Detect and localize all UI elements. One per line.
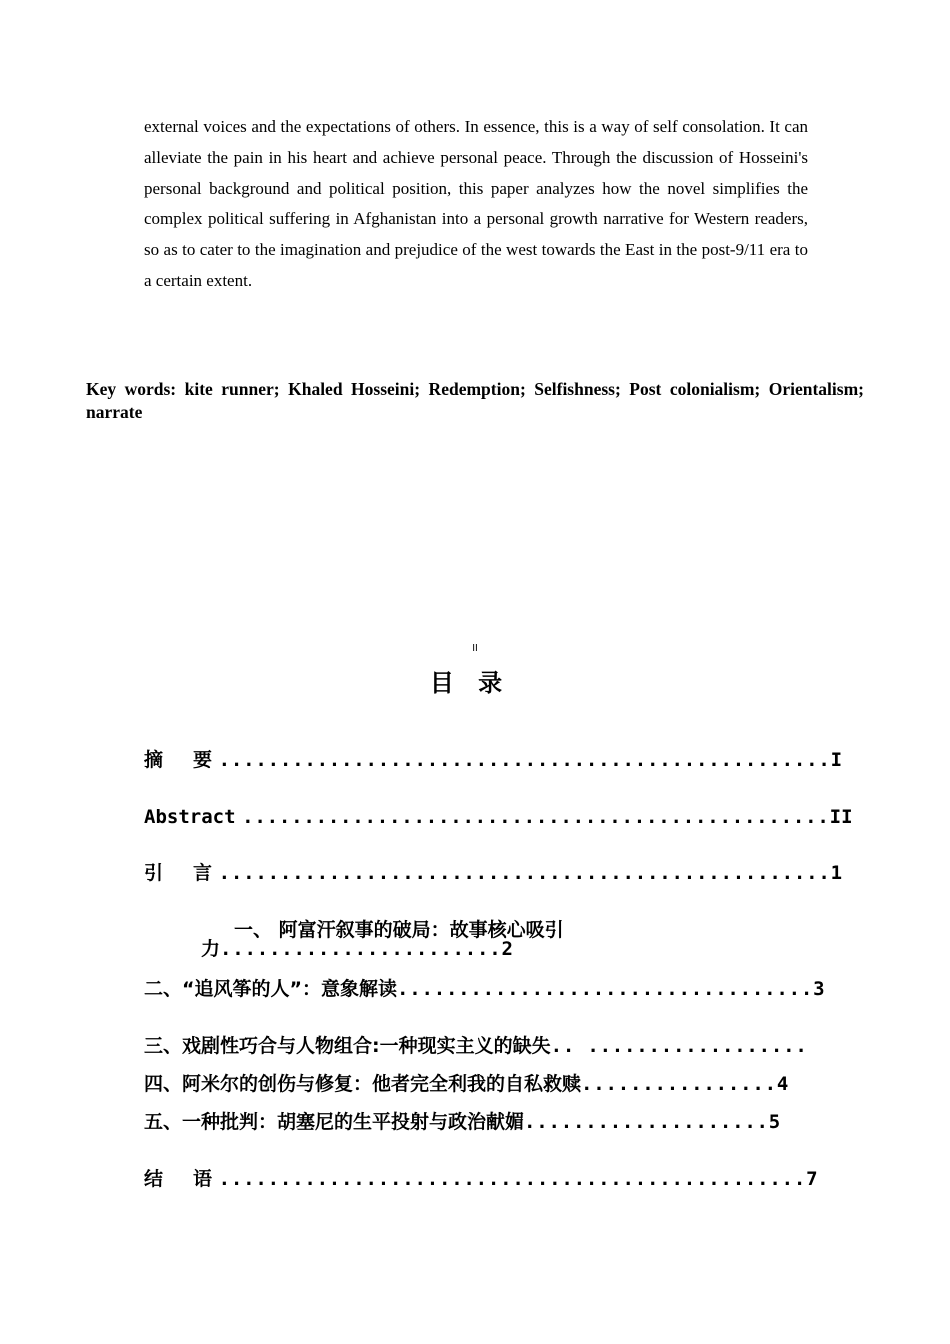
abstract-paragraph: external voices and the expectations of others. In essence, this is a way of self consolation. It can alleviate the pain in his heart and achieve personal peace. Through the discussion of Hosseini's personal background and political position, this paper analyzes how the novel simplifies the complex political suffering in Afghanistan into a personal growth narrative for Western readers, so as to cater to the imagination and prejudice of the west towards the East in the post-9/11 era to a certain extent.: [144, 117, 808, 290]
toc-leader-dots: ................................................: [218, 1168, 807, 1190]
toc-entry-chapter-3[interactable]: [144, 1034, 808, 1058]
toc-title: 目 录: [429, 669, 511, 697]
toc-entry-label: 结: [144, 1168, 164, 1190]
toc-entry-introduction[interactable]: [144, 861, 842, 885]
toc-leader-dots: .. ..................: [550, 1035, 808, 1057]
toc-page-number: 3: [813, 978, 825, 1000]
toc-page-number: I: [830, 749, 843, 771]
toc-page-number: 1: [830, 862, 843, 884]
toc-entry-label: 摘: [144, 749, 164, 771]
page-number: II: [472, 643, 478, 654]
toc-leader-dots: .......................: [220, 938, 502, 960]
toc-entry-abstract-en[interactable]: [144, 805, 853, 829]
toc-page-number: II: [829, 806, 853, 828]
toc-entry-label: 三、戏剧性巧合与人物组合:一种现实主义的缺失: [144, 1035, 551, 1057]
toc-entry-label: 要: [193, 749, 213, 771]
toc-entry-chapter-1-continued[interactable]: [201, 937, 513, 961]
toc-entry-chapter-4[interactable]: [144, 1072, 788, 1096]
toc-leader-dots: ..................................: [396, 978, 814, 1000]
toc-leader-dots: ..................................................: [218, 862, 831, 884]
toc-entry-label: 言: [193, 862, 213, 884]
toc-entry-label: 语: [193, 1168, 213, 1190]
toc-entry-label: 二、“追风筝的人”：意象解读: [144, 978, 397, 1000]
toc-leader-dots: ....................: [524, 1111, 769, 1133]
toc-entry-chapter-2[interactable]: [144, 977, 825, 1001]
toc-page-number: 7: [806, 1168, 818, 1190]
toc-entry-label: 一、 阿富汗叙事的破局：故事核心吸引: [234, 919, 564, 941]
toc-entry-label: 五、一种批判：胡塞尼的生平投射与政治献媚: [144, 1111, 525, 1133]
toc-page-number: 5: [768, 1111, 781, 1133]
toc-entry-chapter-5[interactable]: [144, 1110, 780, 1134]
keywords-line: Key words: kite runner; Khaled Hosseini; Redemption; Selfishness; Post colonialism; Orientalism; narrate: [86, 379, 864, 422]
toc-leader-dots: ..................................................: [218, 749, 831, 771]
toc-page-number: 2: [501, 938, 513, 960]
toc-entry-label: 力: [201, 938, 221, 960]
toc-leader-dots: ................................................: [242, 806, 830, 828]
toc-entry-label: Abstract: [144, 806, 236, 828]
toc-entry-label: 引: [144, 862, 164, 884]
toc-entry-conclusion[interactable]: [144, 1167, 818, 1191]
toc-entry-abstract-cn[interactable]: [144, 748, 842, 772]
toc-leader-dots: ................: [581, 1073, 777, 1095]
toc-entry-label: 四、阿米尔的创伤与修复：他者完全利我的自私救赎: [144, 1073, 582, 1095]
toc-page-number: 4: [776, 1073, 789, 1095]
